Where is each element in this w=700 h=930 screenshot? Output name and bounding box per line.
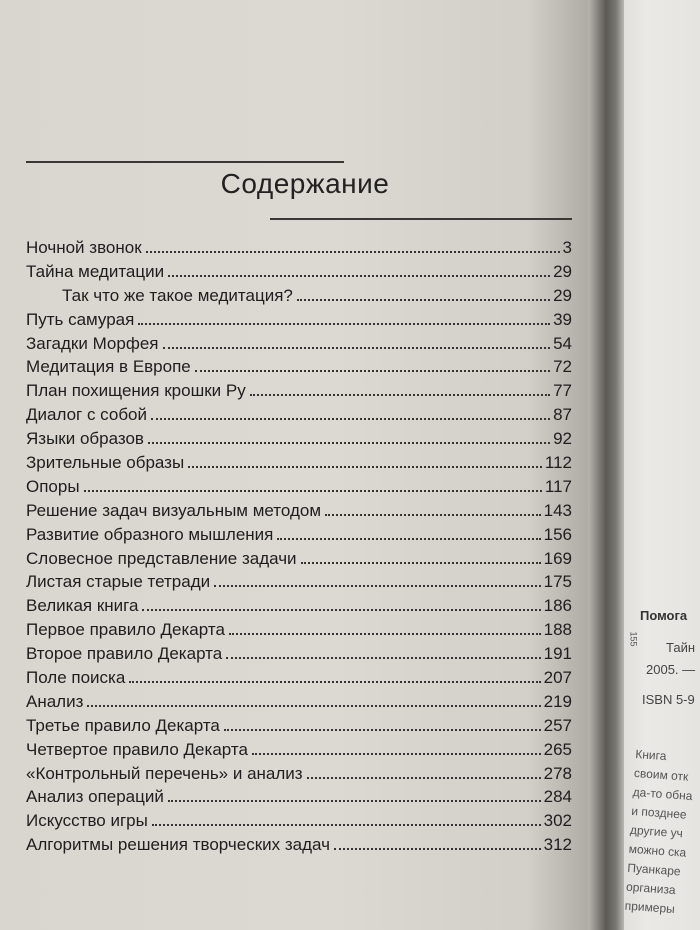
toc-entry-page: 302 (543, 811, 572, 831)
toc-entry (26, 787, 572, 811)
right-page-number: 155 (628, 631, 639, 647)
toc-entry-page: 188 (543, 620, 572, 640)
toc-dot-leader (277, 538, 540, 540)
toc-entry (26, 716, 572, 740)
toc-entry-page: 87 (553, 405, 572, 425)
toc-entry-page: 284 (543, 787, 572, 807)
toc-entry-page: 175 (543, 572, 572, 592)
right-page-paragraph-line: организа (625, 879, 677, 898)
toc-entry-title: Путь самурая (26, 309, 135, 329)
toc-entry (26, 740, 572, 764)
toc-entry-title: Словесное представление задачи (26, 548, 297, 568)
toc-entry (26, 549, 572, 573)
toc-entry-title: «Контрольный перечень» и анализ (26, 763, 303, 783)
table-of-contents (26, 238, 572, 859)
toc-dot-leader (325, 514, 541, 516)
right-page-heading: Помога (640, 608, 688, 623)
toc-dot-leader (168, 275, 550, 277)
toc-entry-title: Диалог с собой (26, 405, 148, 425)
right-page-paragraph-line: примеры (624, 898, 676, 917)
right-page-paragraph (624, 745, 700, 920)
toc-dot-leader (84, 490, 542, 492)
right-page-paragraph-line: да-то обна (632, 784, 693, 804)
toc-entry (26, 334, 572, 358)
toc-entry-page: 191 (543, 644, 572, 664)
right-page-line: Тайн (666, 640, 696, 655)
toc-dot-leader (250, 394, 550, 396)
toc-entry-page: 257 (543, 715, 572, 735)
page-title: Содержание (220, 168, 390, 199)
toc-entry (26, 453, 572, 477)
toc-entry-title: Четвертое правило Декарта (26, 739, 248, 759)
toc-entry-page: 186 (543, 596, 572, 616)
toc-dot-leader (146, 251, 560, 253)
toc-entry (26, 620, 572, 644)
right-page-paragraph-line: своим отк (633, 765, 689, 784)
toc-entry (26, 262, 572, 286)
toc-entry-title: План похищения крошки Ру (26, 381, 246, 401)
toc-entry-title: Второе правило Декарта (26, 644, 223, 664)
toc-entry (26, 381, 572, 405)
toc-dot-leader (334, 848, 541, 850)
toc-dot-leader (151, 418, 550, 420)
toc-entry-title: Листая старые тетради (26, 572, 211, 592)
toc-entry-title: Загадки Морфея (26, 333, 159, 353)
toc-dot-leader (307, 777, 541, 779)
toc-entry-page: 54 (553, 333, 572, 353)
toc-entry-page: 92 (553, 429, 572, 449)
toc-entry (26, 835, 572, 859)
toc-entry-title: Языки образов (26, 429, 144, 449)
toc-entry (26, 764, 572, 788)
toc-dot-leader (138, 323, 550, 325)
toc-entry-title: Первое правило Декарта (26, 620, 225, 640)
toc-entry-page: 207 (543, 668, 572, 688)
toc-entry (26, 596, 572, 620)
toc-entry (26, 310, 572, 334)
toc-dot-leader (152, 824, 541, 826)
toc-entry-title: Решение задач визуальным методом (26, 500, 322, 520)
toc-dot-leader (226, 657, 540, 659)
toc-entry (26, 405, 572, 429)
book-gutter (588, 0, 628, 930)
toc-entry-title: Так что же такое медитация? (62, 285, 293, 305)
toc-dot-leader (214, 585, 540, 587)
toc-entry (26, 572, 572, 596)
toc-entry (26, 477, 572, 501)
toc-entry-title: Тайна медитации (26, 261, 165, 281)
toc-entry (26, 668, 572, 692)
toc-entry-page: 169 (543, 548, 572, 568)
toc-dot-leader (188, 466, 542, 468)
toc-entry-page: 265 (543, 739, 572, 759)
toc-entry-title: Великая книга (26, 596, 139, 616)
toc-entry (26, 357, 572, 381)
toc-dot-leader (229, 633, 541, 635)
toc-entry-page: 3 (562, 238, 572, 257)
toc-entry (26, 525, 572, 549)
toc-entry-page: 117 (544, 476, 572, 496)
toc-dot-leader (129, 681, 540, 683)
toc-entry-page: 219 (543, 691, 572, 711)
right-page-paragraph-line: Книга (634, 746, 667, 764)
toc-entry-page: 112 (544, 453, 572, 473)
toc-entry-page: 77 (553, 381, 572, 401)
toc-entry (26, 429, 572, 453)
toc-entry-title: Ночной звонок (26, 238, 142, 257)
toc-dot-leader (87, 705, 540, 707)
toc-entry-title: Алгоритмы решения творческих задач (26, 835, 330, 855)
toc-entry-title: Поле поиска (26, 668, 126, 688)
toc-dot-leader (168, 800, 541, 802)
toc-entry-title: Зрительные образы (26, 453, 185, 473)
toc-entry-title: Искусство игры (26, 811, 148, 831)
toc-entry-title: Третье правило Декарта (26, 715, 220, 735)
toc-entry-page: 156 (543, 524, 572, 544)
right-page-line: 2005. — (646, 662, 696, 677)
toc-dot-leader (142, 609, 540, 611)
toc-dot-leader (148, 442, 550, 444)
toc-entry (26, 238, 572, 262)
right-page-paragraph-line: Пуанкаре (626, 860, 682, 879)
toc-dot-leader (163, 347, 551, 349)
toc-entry-page: 72 (553, 357, 572, 377)
title-top-rule (26, 161, 344, 163)
toc-dot-leader (252, 753, 541, 755)
toc-entry (26, 811, 572, 835)
toc-entry-page: 143 (543, 500, 572, 520)
toc-dot-leader (224, 729, 541, 731)
right-page-paragraph-line: и позднее (630, 803, 688, 822)
toc-entry (26, 692, 572, 716)
right-page-paragraph-line: другие уч (629, 822, 684, 841)
toc-dot-leader (297, 299, 550, 301)
toc-entry (26, 501, 572, 525)
title-bottom-rule (270, 218, 572, 220)
right-page-paragraph-line: можно ска (628, 841, 687, 860)
toc-entry-page: 312 (543, 835, 572, 855)
toc-entry (26, 286, 572, 310)
toc-entry (26, 644, 572, 668)
toc-dot-leader (301, 562, 541, 564)
toc-entry-page: 29 (553, 261, 572, 281)
toc-entry-title: Анализ (26, 691, 84, 711)
toc-entry-page: 39 (553, 309, 572, 329)
toc-entry-title: Опоры (26, 476, 80, 496)
right-page-line: ISBN 5-9 (642, 692, 695, 707)
toc-entry-page: 278 (543, 763, 572, 783)
toc-dot-leader (195, 370, 550, 372)
toc-entry-title: Развитие образного мышления (26, 524, 274, 544)
toc-entry-title: Медитация в Европе (26, 357, 191, 377)
toc-entry-title: Анализ операций (26, 787, 164, 807)
toc-entry-page: 29 (553, 285, 572, 305)
